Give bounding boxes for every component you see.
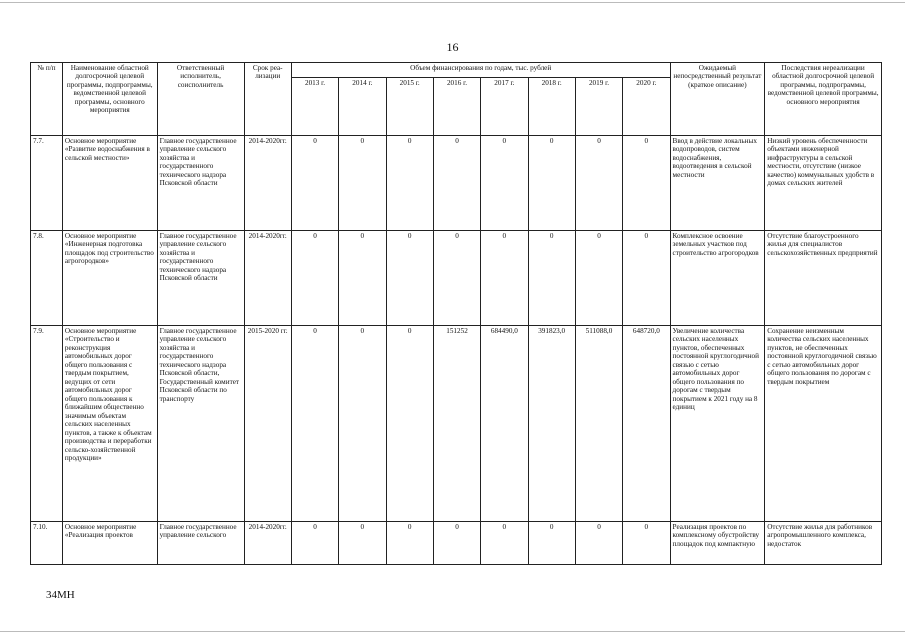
row-value-2015: 0	[386, 136, 433, 231]
row-value-2013: 0	[291, 231, 338, 326]
row-name: Основное мероприятие «Реализация проектов	[62, 522, 157, 565]
row-consequences: Низкий уровень обеспеченности объектами инженерной инфраструктуры в сельской местности, отсутствие (низкое качество) коммунальных удобств в домах сельских жителей	[765, 136, 882, 231]
row-value-2017: 0	[481, 231, 528, 326]
row-term: 2015-2020 гг.	[244, 326, 291, 522]
scan-edge-bottom	[0, 631, 905, 632]
header-row	[31, 63, 882, 78]
row-result: Реализация проектов по комплексному обустройству площадок под компактную	[670, 522, 765, 565]
table-row	[31, 136, 882, 231]
row-value-2019: 0	[575, 522, 622, 565]
row-value-2020: 648720,0	[623, 326, 670, 522]
row-executor: Главное государственное управление сельского хозяйства и государственного технического надзора Псковской области, Государственный комитет Псковской области по транспорту	[157, 326, 244, 522]
row-value-2017: 0	[481, 522, 528, 565]
row-result: Увеличение количества сельских населенных пунктов, обеспеченных постоянной круглогодичной связью с сетью автомобильных дорог общего пользования по дорогам с твердым покрытием к 2021 году на 8 единиц	[670, 326, 765, 522]
row-value-2017: 684490,0	[481, 326, 528, 522]
row-name: Основное мероприятие «Строительство и реконструкция автомобильных дорог общего пользования с твердым покрытием, ведущих от сети автомобильных дорог общего пользования к ближайшим общественно значимым объектам сельских населенных пунктов, а также к объектам производства и переработки сельско-хозяйственной продукции»	[62, 326, 157, 522]
row-value-2019: 0	[575, 136, 622, 231]
row-value-2018: 391823,0	[528, 326, 575, 522]
row-value-2018: 0	[528, 136, 575, 231]
row-value-2015: 0	[386, 326, 433, 522]
header-year: 2015 г.	[386, 78, 433, 136]
table-row	[31, 522, 882, 565]
table-row	[31, 231, 882, 326]
header-year: 2013 г.	[291, 78, 338, 136]
row-executor: Главное государственное управление сельского хозяйства и государственного технического надзора Псковской области	[157, 231, 244, 326]
row-number: 7.9.	[31, 326, 63, 522]
header-executor: Ответственный исполнитель, соисполнитель	[157, 63, 244, 136]
header-year: 2020 г.	[623, 78, 670, 136]
header-result: Ожидаемый непосредственный результат (краткое описание)	[670, 63, 765, 136]
table-row	[31, 326, 882, 522]
row-value-2014: 0	[339, 231, 386, 326]
row-executor: Главное государственное управление сельского хозяйства и государственного технического надзора Псковской области	[157, 136, 244, 231]
header-financing-group: Объем финансирования по годам, тыс. рублей	[291, 63, 670, 78]
header-year: 2014 г.	[339, 78, 386, 136]
header-year: 2018 г.	[528, 78, 575, 136]
program-table	[30, 62, 882, 565]
row-name: Основное мероприятие «Инженерная подготовка площадок под строительство агрогородков»	[62, 231, 157, 326]
header-name: Наименование областной долгосрочной целевой программы, подпрограммы, ведомственной целевой программы, основного мероприятия	[62, 63, 157, 136]
row-term: 2014-2020гг.	[244, 231, 291, 326]
row-name: Основное мероприятие «Развитие водоснабжения в сельской местности»	[62, 136, 157, 231]
row-value-2014: 0	[339, 136, 386, 231]
row-value-2016: 0	[433, 522, 480, 565]
row-value-2014: 0	[339, 326, 386, 522]
row-value-2013: 0	[291, 522, 338, 565]
header-consequences: Последствия нереализации областной долгосрочной целевой программы, подпрограммы, ведомственной целевой программы, основного мероприятия	[765, 63, 882, 136]
row-number: 7.7.	[31, 136, 63, 231]
scan-edge-top	[0, 2, 905, 3]
row-value-2013: 0	[291, 326, 338, 522]
row-value-2019: 511088,0	[575, 326, 622, 522]
row-value-2016: 151252	[433, 326, 480, 522]
row-consequences: Отсутствие жилья для работников агропромышленного комплекса, недостаток	[765, 522, 882, 565]
row-value-2020: 0	[623, 231, 670, 326]
row-consequences: Отсутствие благоустроенного жилья для специалистов сельскохозяйственных предприятий	[765, 231, 882, 326]
row-value-2013: 0	[291, 136, 338, 231]
header-year: 2017 г.	[481, 78, 528, 136]
row-value-2015: 0	[386, 522, 433, 565]
header-no: № п/п	[31, 63, 63, 136]
row-value-2015: 0	[386, 231, 433, 326]
row-executor: Главное государственное управление сельского	[157, 522, 244, 565]
row-value-2014: 0	[339, 522, 386, 565]
row-consequences: Сохранение неизменным количества сельских населенных пунктов, не обеспеченных постоянной круглогодичной связью с сетью автомобильных дорог общего пользования по дорогам с твердым покрытием	[765, 326, 882, 522]
header-term: Срок реа-лизации	[244, 63, 291, 136]
row-value-2016: 0	[433, 136, 480, 231]
header-year: 2019 г.	[575, 78, 622, 136]
row-value-2018: 0	[528, 231, 575, 326]
page-number: 16	[446, 40, 459, 54]
row-value-2018: 0	[528, 522, 575, 565]
document-code: 34МН	[46, 589, 75, 601]
row-number: 7.8.	[31, 231, 63, 326]
row-result: Ввод в действие локальных водопроводов, систем водоснабжения, водоотведения в сельской местности	[670, 136, 765, 231]
row-value-2020: 0	[623, 522, 670, 565]
row-value-2020: 0	[623, 136, 670, 231]
header-year: 2016 г.	[433, 78, 480, 136]
row-number: 7.10.	[31, 522, 63, 565]
row-term: 2014-2020гг.	[244, 522, 291, 565]
row-value-2019: 0	[575, 231, 622, 326]
row-term: 2014-2020гг.	[244, 136, 291, 231]
row-value-2016: 0	[433, 231, 480, 326]
row-value-2017: 0	[481, 136, 528, 231]
row-result: Комплексное освоение земельных участков под строительство агрогородков	[670, 231, 765, 326]
